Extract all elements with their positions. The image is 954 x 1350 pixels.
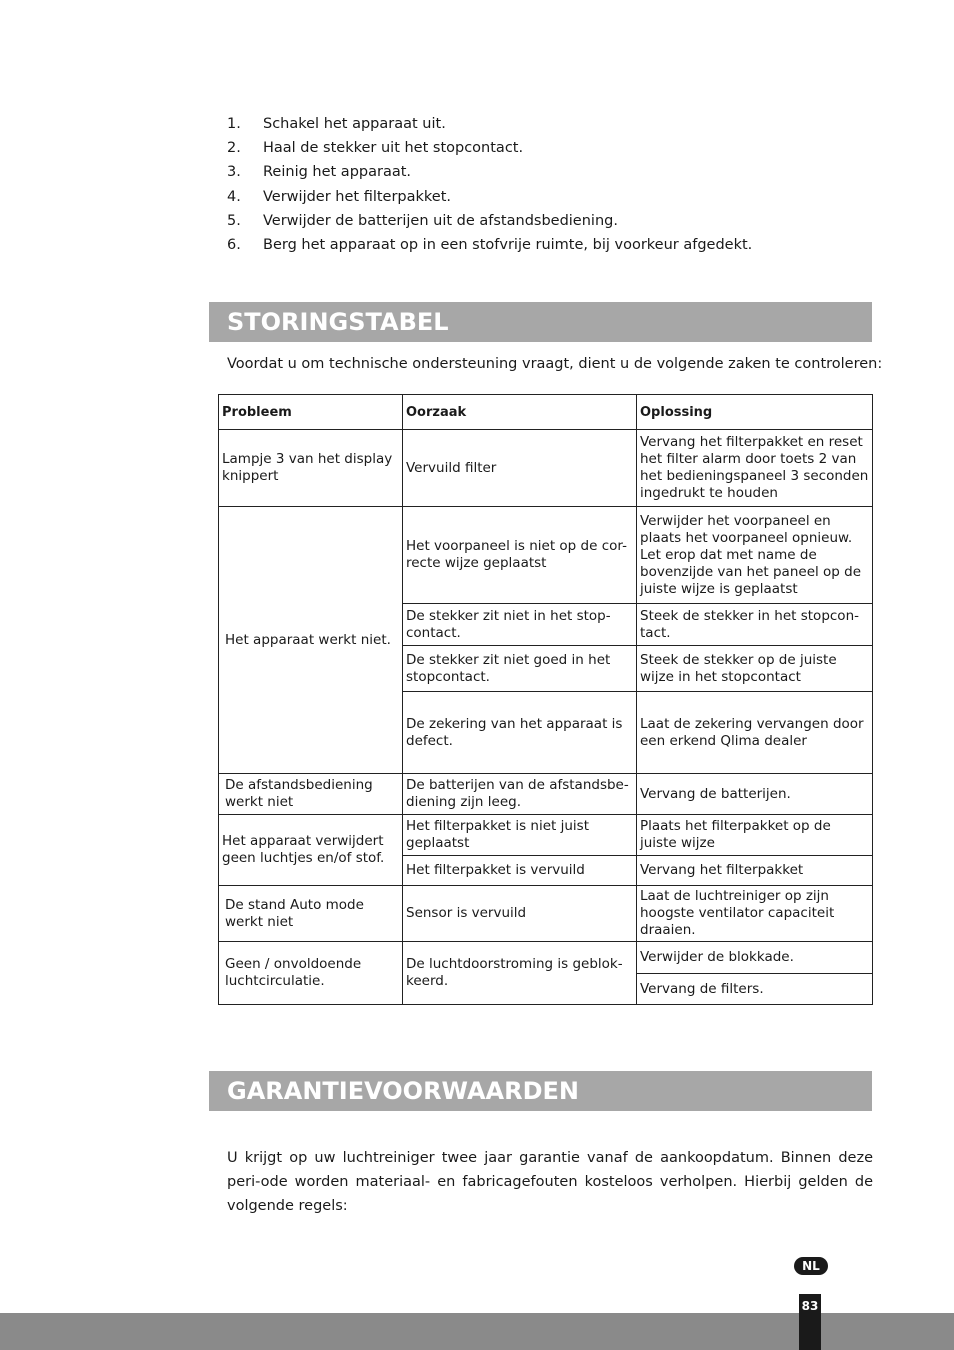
solution-cell: Vervang de filters. [637, 974, 873, 1005]
column-header-solution: Oplossing [637, 395, 873, 430]
solution-cell: Laat de luchtreiniger op zijn hoogste ventilator capaciteit draaien. [637, 886, 873, 942]
solution-cell: Vervang het filterpakket [637, 856, 873, 886]
storing-intro-text: Voordat u om technische ondersteuning vraagt, dient u de volgende zaken te controleren: [227, 356, 883, 372]
solution-cell: Plaats het filterpakket op de juiste wijze [637, 815, 873, 856]
cause-cell: Het filterpakket is vervuild [403, 856, 637, 886]
problem-cell: Geen / onvoldoende luchtcirculatie. [219, 942, 403, 1005]
warranty-text: U krijgt op uw luchtreiniger twee jaar garantie vanaf de aankoopdatum. Binnen deze peri-ode worden materiaal- en fabricagefouten kosteloos verholpen. Hierbij gelden de volgende regels: [227, 1150, 873, 1214]
problem-cell: De afstandsbediening werkt niet [219, 774, 403, 815]
section-heading-garantievoorwaarden: GARANTIEVOORWAARDEN [209, 1071, 872, 1111]
cause-cell: De stekker zit niet goed in het stopcontact. [403, 646, 637, 692]
solution-cell: Steek de stekker op de juiste wijze in het stopcontact [637, 646, 873, 692]
section-heading-storingstabel: STORINGSTABEL [209, 302, 872, 342]
cause-cell: De batterijen van de afstandsbe-diening zijn leeg. [403, 774, 637, 815]
cause-cell: Sensor is vervuild [403, 886, 637, 942]
cause-cell: De luchtdoorstroming is geblok-keerd. [403, 942, 637, 1005]
problem-cell: Het apparaat werkt niet. [219, 507, 403, 774]
storage-steps-list [227, 112, 752, 257]
problem-cell: Het apparaat verwijdert geen luchtjes en/of stof. [219, 815, 403, 886]
language-badge: NL [794, 1257, 828, 1275]
list-item: 4. Verwijder het filterpakket. [227, 188, 452, 205]
list-item: 6. Berg het apparaat op in een stofvrije ruimte, bij voorkeur afgedekt. [227, 236, 753, 253]
solution-cell: Steek de stekker in het stopcon-tact. [637, 604, 873, 646]
column-header-problem: Probleem [219, 395, 403, 430]
table-row [219, 774, 873, 815]
table-row [219, 430, 873, 507]
table-header-row [219, 395, 873, 430]
troubleshooting-table [218, 394, 873, 1005]
table-row [219, 942, 873, 974]
cause-cell: Het filterpakket is niet juist geplaatst [403, 815, 637, 856]
cause-cell: Het voorpaneel is niet op de cor-recte wijze geplaatst [403, 507, 637, 604]
solution-cell: Vervang de batterijen. [637, 774, 873, 815]
problem-cell: De stand Auto mode werkt niet [219, 886, 403, 942]
table-row [219, 886, 873, 942]
list-item: 3. Reinig het apparaat. [227, 164, 412, 181]
solution-cell: Vervang het filterpakket en reset het filter alarm door toets 2 van het bedieningspaneel 3 seconden ingedrukt te houden [637, 430, 873, 507]
page-number: 83 [799, 1294, 821, 1350]
column-header-cause: Oorzaak [403, 395, 637, 430]
problem-cell: Lampje 3 van het display knippert [219, 430, 403, 507]
cause-cell: Vervuild filter [403, 430, 637, 507]
table-row [219, 507, 873, 604]
solution-cell: Verwijder het voorpaneel en plaats het voorpaneel opnieuw. Let erop dat met name de bovenzijde van het paneel op de juiste wijze is geplaatst [637, 507, 873, 604]
solution-cell: Laat de zekering vervangen door een erkend Qlima dealer [637, 692, 873, 774]
table-row [219, 815, 873, 856]
list-item: 5. Verwijder de batterijen uit de afstandsbediening. [227, 212, 618, 229]
list-item: 1. Schakel het apparaat uit. [227, 116, 446, 132]
list-item: 2. Haal de stekker uit het stopcontact. [227, 140, 524, 157]
cause-cell: De stekker zit niet in het stop-contact. [403, 604, 637, 646]
cause-cell: De zekering van het apparaat is defect. [403, 692, 637, 774]
solution-cell: Verwijder de blokkade. [637, 942, 873, 974]
